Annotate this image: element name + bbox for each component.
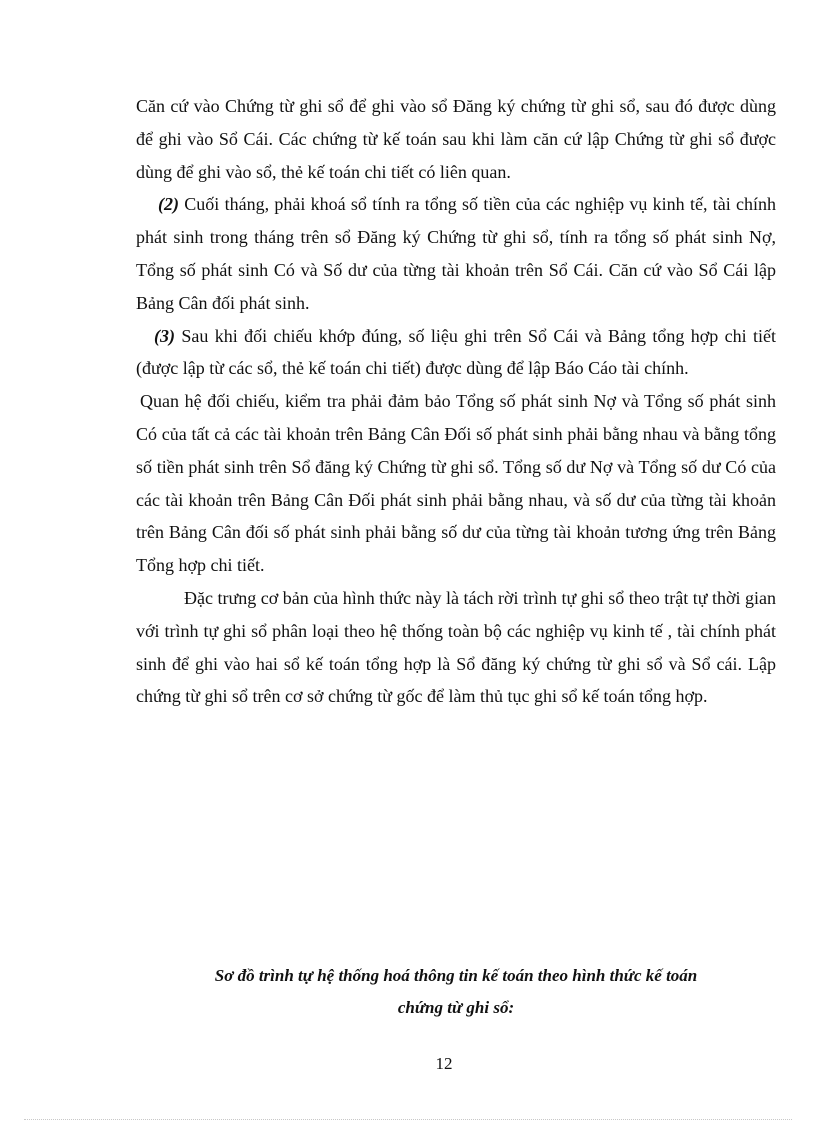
paragraph-3 xyxy=(136,320,776,386)
body-text xyxy=(136,90,776,713)
caption-line-2: chứng từ ghi sổ: xyxy=(397,998,515,1017)
diagram-caption xyxy=(136,960,776,1024)
paragraph-5 xyxy=(136,582,776,713)
paragraph-2 xyxy=(136,188,776,319)
paragraph-2-text: Cuối tháng, phải khoá sổ tính ra tổng số tiền của các nghiệp vụ kinh tế, tài chính phát sinh trong tháng trên sổ Đăng ký Chứng từ ghi sổ, tính ra tổng số phát sinh Nợ, Tổng số phát sinh Có và Số dư của từng tài khoản trên Sổ Cái. Căn cứ vào Sổ Cái lập Bảng Cân đối phát sinh. xyxy=(136,194,776,313)
paragraph-3-text: Sau khi đối chiếu khớp đúng, số liệu ghi trên Sổ Cái và Bảng tổng hợp chi tiết (được lập từ các sổ, thẻ kế toán chi tiết) được dùng để lập Báo Cáo tài chính. xyxy=(136,325,776,379)
paragraph-1 xyxy=(136,90,776,188)
paragraph-4 xyxy=(136,385,776,582)
paragraph-3-number: (3) xyxy=(154,325,175,346)
paragraph-5-text: Đặc trưng cơ bản của hình thức này là tách rời trình tự ghi sổ theo trật tự thời gian với trình tự ghi sổ phân loại theo hệ thống toàn bộ các nghiệp vụ kinh tế , tài chính phát sinh để ghi vào hai sổ kế toán tổng hợp là Sổ đăng ký chứng từ ghi sổ và Sổ cái. Lập chứng từ ghi sổ trên cơ sở chứng từ gốc để làm thủ tục ghi sổ kế toán tổng hợp. xyxy=(136,587,776,707)
page-number: 12 xyxy=(435,1054,453,1073)
page-bottom-divider xyxy=(24,1119,792,1120)
paragraph-1-text: Căn cứ vào Chứng từ ghi sổ để ghi vào sổ Đăng ký chứng từ ghi sổ, sau đó được dùng để ghi vào Sổ Cái. Các chứng từ kế toán sau khi làm căn cứ lập Chứng từ ghi sổ được dùng để ghi vào sổ, thẻ kế toán chi tiết có liên quan. xyxy=(136,96,776,182)
caption-line-1: Sơ đồ trình tự hệ thống hoá thông tin kế toán theo hình thức kế toán xyxy=(214,966,698,985)
paragraph-2-number: (2) xyxy=(158,194,179,215)
paragraph-4-text: Quan hệ đối chiếu, kiểm tra phải đảm bảo Tổng số phát sinh Nợ và Tổng số phát sinh Có của tất cả các tài khoản trên Bảng Cân Đối số phát sinh phải bằng nhau và bằng tổng số tiền phát sinh trên Sổ đăng ký Chứng từ ghi sổ. Tổng số dư Nợ và Tổng số dư Có của các tài khoản trên Bảng Cân Đối phát sinh phải bằng nhau, và số dư của từng tài khoản trên Bảng Cân đối số phát sinh phải bằng số dư của từng tài khoản tương ứng trên Bảng Tổng hợp chi tiết. xyxy=(136,391,776,576)
